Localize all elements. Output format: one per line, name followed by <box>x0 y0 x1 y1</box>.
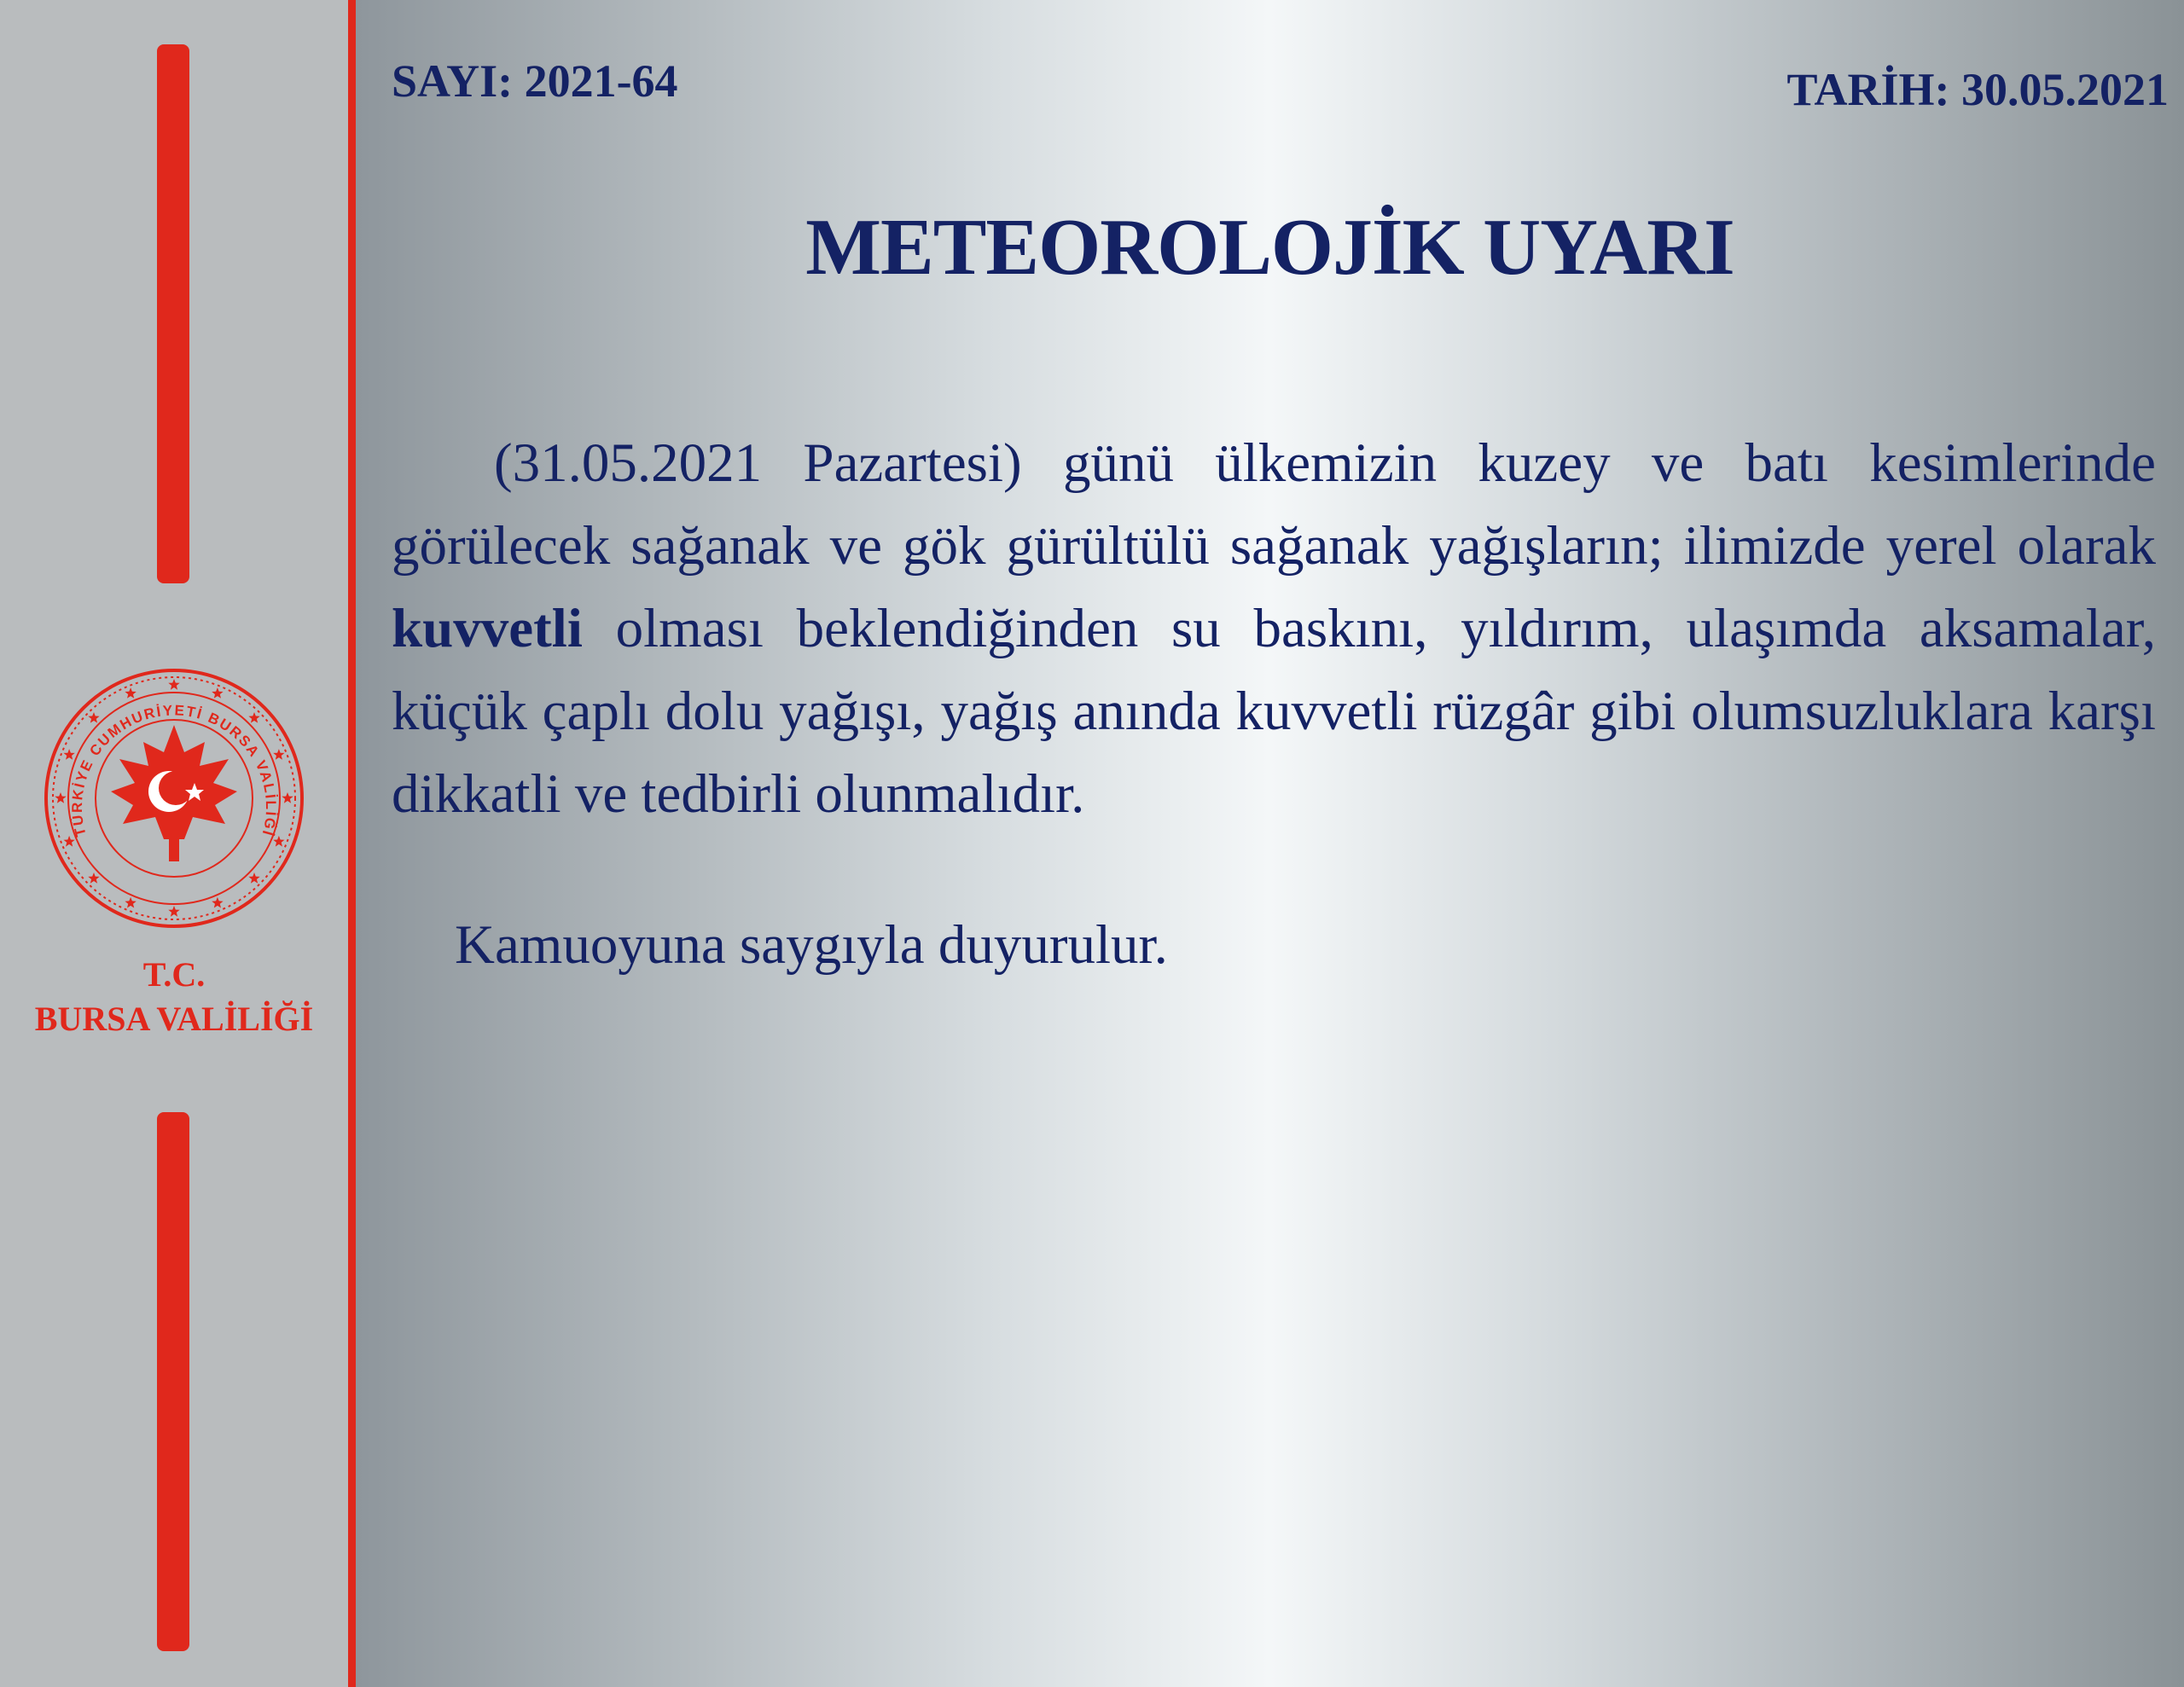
emblem-star-icon <box>282 792 293 803</box>
sidebar-red-bar-top <box>157 44 189 583</box>
body-text-part2: olması beklendiğinden su baskını, yıldırım, ulaşımda aksamalar, küçük çaplı dolu yağışı, yağış anında kuvvetli rüzgâr gibi olumsuzluklara karşı dikkatli ve tedbirli olunmalıdır. <box>392 598 2156 825</box>
body-text-bold: kuvvetli <box>392 598 583 659</box>
emblem-star-icon <box>125 687 136 699</box>
emblem-star-icon <box>212 687 223 699</box>
emblem-star-icon <box>168 679 179 690</box>
page-title: METEOROLOJİK UYARI <box>805 203 1734 292</box>
emblem-star-icon <box>248 712 259 723</box>
sidebar <box>0 0 348 1687</box>
emblem-arc-text: TÜRKİYE CUMHURİYETİ BURSA VALİLİĞİ <box>68 702 280 839</box>
sidebar-red-bar-bottom <box>157 1112 189 1651</box>
closing-line: Kamuoyuna saygıyla duyurulur. <box>455 914 1168 976</box>
announcement-page <box>356 0 2184 1687</box>
document-date: TARİH: 30.05.2021 <box>1786 64 2169 115</box>
body-text-part1: (31.05.2021 Pazartesi) günü ülkemizin kuzey ve batı kesimlerinde görülecek sağanak ve gök gürültülü sağanak yağışların; ilimizde yerel olarak <box>392 432 2156 577</box>
emblem-star-icon <box>168 906 179 917</box>
sidebar-divider <box>348 0 356 1687</box>
emblem-star-icon <box>125 897 136 908</box>
emblem-star-icon <box>64 836 75 847</box>
org-name-line1: T.C. <box>142 955 206 994</box>
emblem-star-icon <box>88 872 99 884</box>
document-number: SAYI: 2021-64 <box>392 55 678 107</box>
emblem-star-icon <box>273 749 284 760</box>
emblem-star-icon <box>55 792 66 803</box>
org-name-line2: BURSA VALİLİĞİ <box>34 1000 314 1038</box>
emblem-star-icon <box>273 836 284 847</box>
emblem-star-icon <box>212 897 223 908</box>
emblem-star-icon <box>248 872 259 884</box>
emblem-star-icon <box>88 712 99 723</box>
emblem-star-icon <box>64 749 75 760</box>
announcement-body <box>392 422 2156 836</box>
bursa-governorship-emblem-icon <box>39 664 309 933</box>
